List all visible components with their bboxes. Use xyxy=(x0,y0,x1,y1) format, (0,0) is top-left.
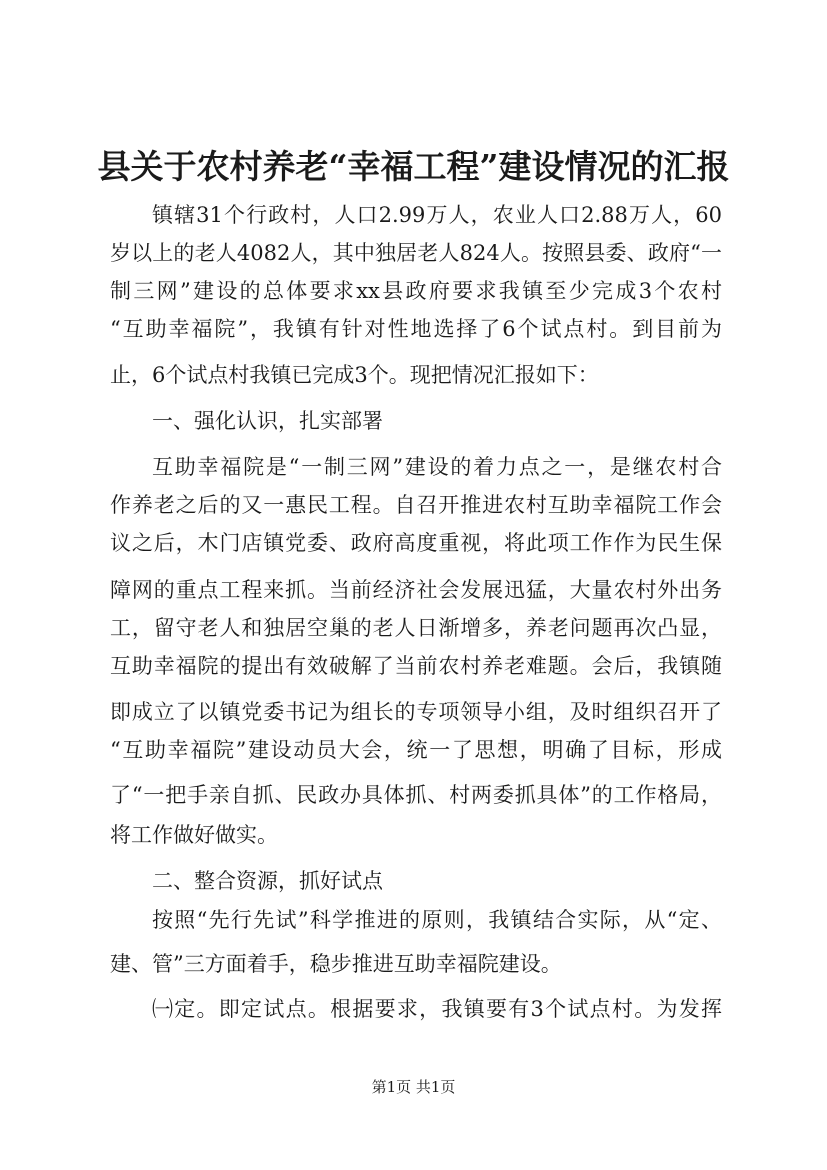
page-footer: 第1页 共1页 xyxy=(371,1078,456,1096)
body-line: 将工作做好做实。 xyxy=(110,823,278,847)
body-line: “互助幸福院”建设动员大会，统一了思想，明确了目标，形成 xyxy=(110,738,722,762)
body-line: 障网的重点工程来抓。当前经济社会发展迅猛，大量农村外出务 xyxy=(110,578,722,602)
document-title: 县关于农村养老“幸福工程”建设情况的汇报 xyxy=(97,147,730,186)
body-line: 工，留守老人和独居空巢的老人日渐增多，养老问题再次凸显， xyxy=(110,616,722,640)
body-line: 即成立了以镇党委书记为组长的专项领导小组，及时组织召开了 xyxy=(110,700,722,724)
body-line: 制三网”建设的总体要求xx县政府要求我镇至少完成3个农村 xyxy=(110,279,722,303)
body-line: 镇辖31个行政村，人口2.99万人，农业人口2.88万人，60 xyxy=(152,203,722,227)
body-line: 了“一把手亲自抓、民政办具体抓、村两委抓具体”的工作格局， xyxy=(110,783,722,807)
body-line: 建、管”三方面着手，稳步推进互助幸福院建设。 xyxy=(110,952,562,976)
body-line: 互助幸福院是“一制三网”建设的着力点之一，是继农村合 xyxy=(152,455,722,479)
body-line: 止，6个试点村我镇已完成3个。现把情况汇报如下： xyxy=(110,363,599,387)
section-heading: 一、强化认识，扎实部署 xyxy=(152,409,383,433)
section-heading: 二、整合资源，抓好试点 xyxy=(152,869,383,893)
body-line: 议之后，木门店镇党委、政府高度重视，将此项工作作为民生保 xyxy=(110,531,722,555)
body-line: 互助幸福院的提出有效破解了当前农村养老难题。会后，我镇随 xyxy=(110,654,722,678)
body-line: “互助幸福院”，我镇有针对性地选择了6个试点村。到目前为 xyxy=(110,317,722,341)
body-line: 作养老之后的又一惠民工程。自召开推进农村互助幸福院工作会 xyxy=(110,493,722,517)
body-line: 按照“先行先试”科学推进的原则，我镇结合实际，从“定、 xyxy=(152,908,722,932)
body-line: ㈠定。即定试点。根据要求，我镇要有3个试点村。为发挥 xyxy=(152,997,722,1021)
body-line: 岁以上的老人4082人，其中独居老人824人。按照县委、政府“一 xyxy=(110,241,722,265)
